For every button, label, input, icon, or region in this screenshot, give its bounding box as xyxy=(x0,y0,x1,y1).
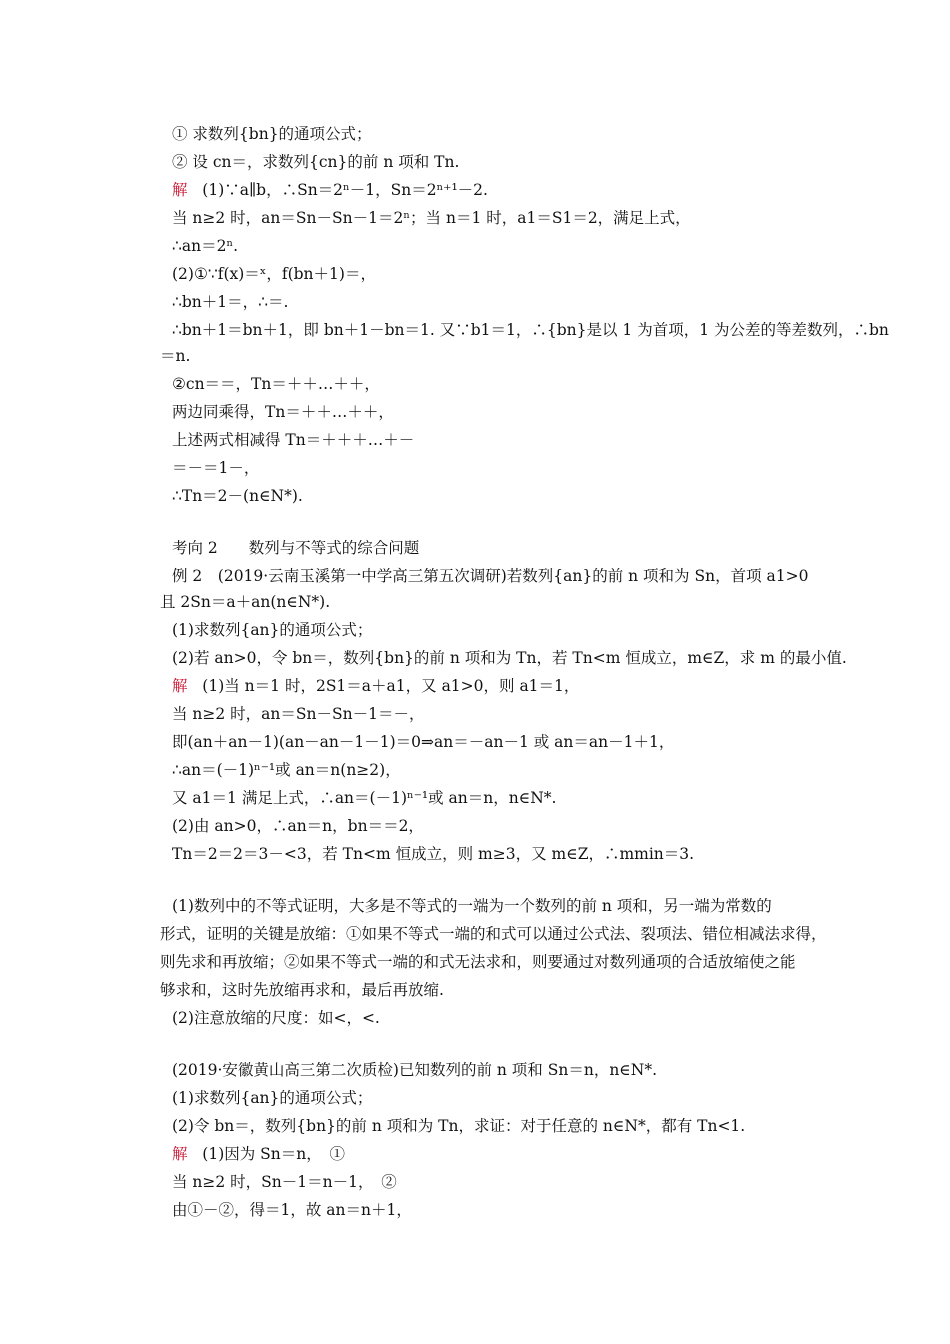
text-line: 例 2 (2019·云南玉溪第一中学高三第五次调研)若数列{an}的前 n 项和为 Sn，首项 a1>0 xyxy=(172,567,809,585)
text-line: 当 n≥2 时，an＝Sn－Sn－1＝－， xyxy=(172,705,425,723)
solution-label: 解 xyxy=(172,1145,188,1163)
text-line: (1)求数列{an}的通项公式； xyxy=(172,1089,373,1107)
solution-line: 解 (1)∵a∥b，∴Sn＝2ⁿ－1，Sn＝2ⁿ⁺¹－2. xyxy=(172,181,488,199)
text-line: (2)①∵f(x)＝ˣ，f(bn＋1)＝， xyxy=(172,265,376,283)
text-line: ②cn＝＝，Tn＝＋＋…＋＋， xyxy=(172,375,380,393)
text-line: 即(an＋an－1)(an－an－1－1)＝0⇒an＝－an－1 或 an＝an－1＋1， xyxy=(172,733,675,751)
text-line: 形式，证明的关键是放缩：①如果不等式一端的和式可以通过公式法、裂项法、错位相减法求得， xyxy=(160,925,827,943)
text-line: ∴bn＋1＝bn＋1，即 bn＋1－bn＝1. 又∵b1＝1，∴{bn}是以 1 为首项，1 为公差的等差数列，∴bn xyxy=(172,321,889,339)
text-line: (2)若 an>0，令 bn＝，数列{bn}的前 n 项和为 Tn，若 Tn<m 恒成立，m∈Z，求 m 的最小值. xyxy=(172,649,847,667)
text-line: (2)注意放缩的尺度：如<，<. xyxy=(172,1009,380,1027)
section-heading: 考向 2 数列与不等式的综合问题 xyxy=(172,539,420,557)
solution-line: 解 (1)当 n＝1 时，2S1＝a＋a1，又 a1>0，则 a1＝1， xyxy=(172,677,580,695)
text-line: ① 求数列{bn}的通项公式； xyxy=(172,125,372,143)
text-line: 两边同乘得，Tn＝＋＋…＋＋， xyxy=(172,403,394,421)
text-line: 够求和，这时先放缩再求和，最后再放缩. xyxy=(160,981,444,999)
text-line: 由①－②，得＝1，故 an＝n＋1， xyxy=(172,1201,412,1219)
text-line: 当 n≥2 时，an＝Sn－Sn－1＝2ⁿ；当 n＝1 时，a1＝S1＝2，满足上式， xyxy=(172,209,691,227)
text-line: ＝n. xyxy=(160,347,191,365)
text-line: (1)数列中的不等式证明，大多是不等式的一端为一个数列的前 n 项和，另一端为常数的 xyxy=(172,897,772,915)
solution-label: 解 xyxy=(172,181,188,199)
text-line: 上述两式相减得 Tn＝＋＋＋…＋－ xyxy=(172,431,415,449)
text-line: (2)令 bn＝，数列{bn}的前 n 项和为 Tn，求证：对于任意的 n∈N*，都有 Tn<1. xyxy=(172,1117,746,1135)
text-line: (2)由 an>0，∴an＝n，bn＝＝2， xyxy=(172,817,424,835)
text-line: 当 n≥2 时，Sn－1＝n－1， ② xyxy=(172,1173,397,1191)
text-line: ∴bn＋1＝，∴＝. xyxy=(172,293,289,311)
text-line: 又 a1＝1 满足上式，∴an＝(－1)ⁿ⁻¹或 an＝n，n∈N*. xyxy=(172,789,557,807)
text-line: ∴an＝(－1)ⁿ⁻¹或 an＝n(n≥2)， xyxy=(172,761,401,779)
text-line: ∴Tn＝2－(n∈N*). xyxy=(172,487,303,505)
text-line: (2019·安徽黄山高三第二次质检)已知数列的前 n 项和 Sn＝n，n∈N*. xyxy=(172,1061,658,1079)
text-line: ② 设 cn＝，求数列{cn}的前 n 项和 Tn. xyxy=(172,153,460,171)
text-line: 且 2Sn＝a＋an(n∈N*). xyxy=(160,593,331,611)
text-line: 则先求和再放缩；②如果不等式一端的和式无法求和，则要通过对数列通项的合适放缩使之能 xyxy=(160,953,796,971)
text-line: ＝－＝1－， xyxy=(172,459,260,477)
text-line: (1)求数列{an}的通项公式； xyxy=(172,621,373,639)
text-line: Tn＝2＝2＝3－<3，若 Tn<m 恒成立，则 m≥3，又 m∈Z，∴mmin＝3. xyxy=(172,845,695,863)
solution-line: 解 (1)因为 Sn＝n， ① xyxy=(172,1145,346,1163)
solution-label: 解 xyxy=(172,677,188,695)
text-line: ∴an＝2ⁿ. xyxy=(172,237,239,255)
